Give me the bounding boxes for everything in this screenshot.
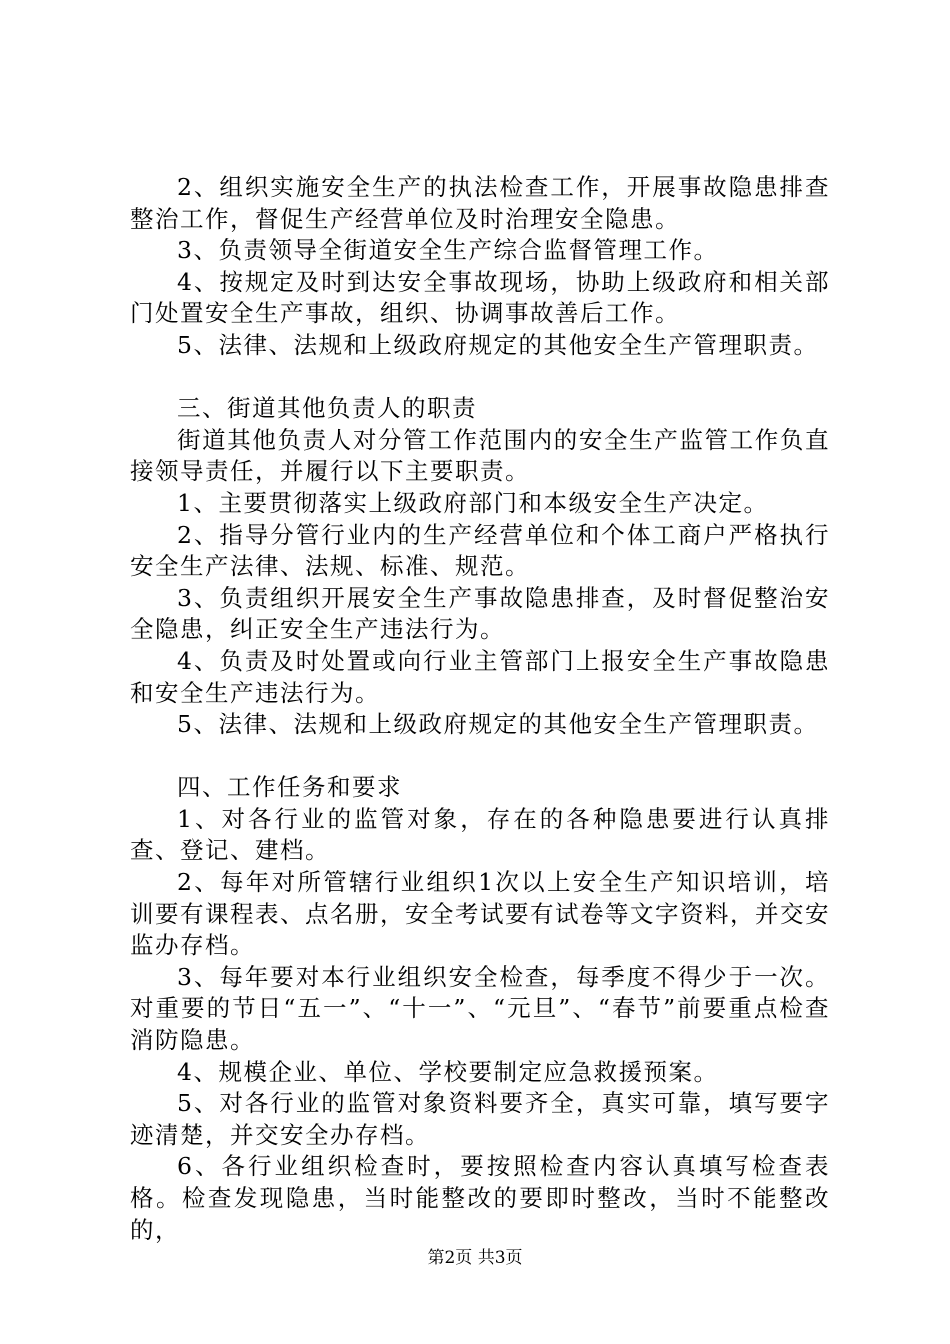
- paragraph: 5、法律、法规和上级政府规定的其他安全生产管理职责。: [177, 710, 819, 739]
- section-heading: 三、街道其他负责人的职责: [177, 394, 477, 423]
- paragraph: 3、每年要对本行业组织安全检查，每季度不得少于一次。对重要的节日“五一”、“十一”、“元旦”、“春节”前要重点检查消防隐患。: [130, 962, 830, 1055]
- paragraph: 2、组织实施安全生产的执法检查工作，开展事故隐患排查整治工作，督促生产经营单位及时治理安全隐患。: [130, 173, 830, 233]
- paragraph: 5、法律、法规和上级政府规定的其他安全生产管理职责。: [177, 330, 819, 359]
- paragraph: 1、对各行业的监管对象，存在的各种隐患要进行认真排查、登记、建档。: [130, 804, 830, 865]
- paragraph: 6、各行业组织检查时，要按照检查内容认真填写检查表格。检查发现隐患，当时能整改的要即时整改，当时不能整改的，: [130, 1152, 830, 1244]
- section-heading: 四、工作任务和要求: [177, 773, 402, 802]
- paragraph: 街道其他负责人对分管工作范围内的安全生产监管工作负直接领导责任，并履行以下主要职责。: [130, 425, 830, 486]
- document-body: [130, 172, 830, 1246]
- paragraph: 3、负责组织开展安全生产事故隐患排查，及时督促整治安全隐患，纠正安全生产违法行为。: [130, 583, 830, 644]
- page-number-footer: 第2页 共3页: [427, 1248, 523, 1268]
- paragraph: 3、负责领导全街道安全生产综合监督管理工作。: [177, 236, 719, 265]
- section-gap: [130, 741, 830, 773]
- paragraph: 4、按规定及时到达安全事故现场，协助上级政府和相关部门处置安全生产事故，组织、协调事故善后工作。: [130, 267, 830, 328]
- paragraph: 4、负责及时处置或向行业主管部门上报安全生产事故隐患和安全生产违法行为。: [130, 646, 830, 707]
- paragraph: 2、指导分管行业内的生产经营单位和个体工商户严格执行安全生产法律、法规、标准、规范。: [130, 520, 830, 581]
- paragraph: 1、主要贯彻落实上级政府部门和本级安全生产决定。: [177, 488, 769, 517]
- paragraph: 4、规模企业、单位、学校要制定应急救援预案。: [177, 1057, 719, 1086]
- paragraph: 2、每年对所管辖行业组织1次以上安全生产知识培训，培训要有课程表、点名册，安全考试要有试卷等文字资料，并交安监办存档。: [130, 868, 830, 960]
- paragraph: 5、对各行业的监管对象资料要齐全，真实可靠，填写要字迹清楚，并交安全办存档。: [130, 1089, 830, 1149]
- section-gap: [130, 362, 830, 394]
